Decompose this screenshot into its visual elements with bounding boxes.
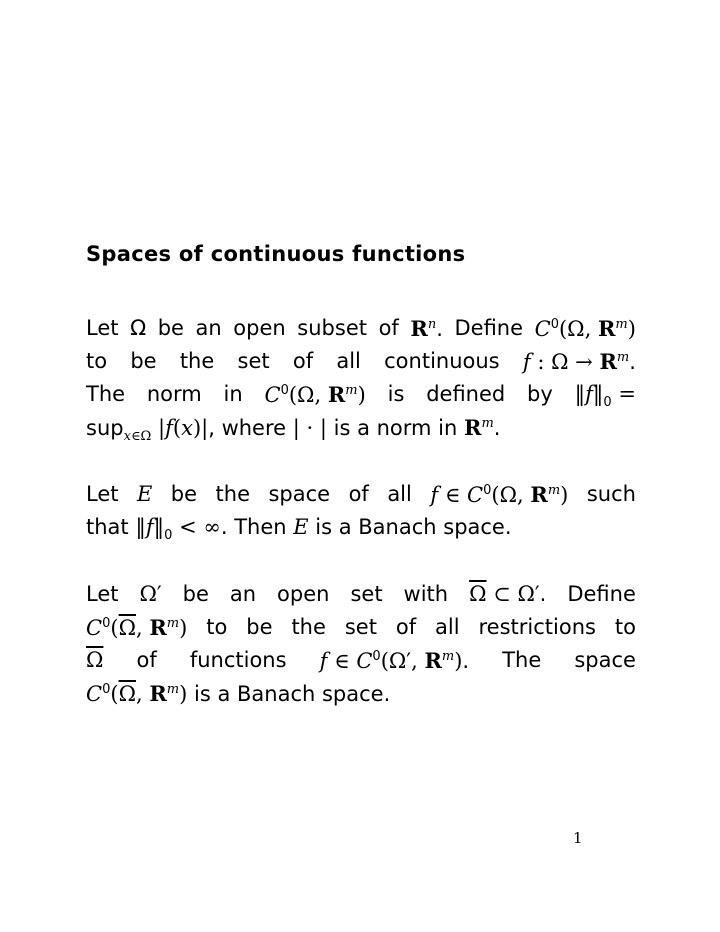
para1-line4: sup$_{x\in\Omega}$ |f(x)|, where | · | is a norm in $R^m$.: [86, 415, 501, 444]
paragraph-2: [86, 478, 636, 544]
para1-line1: Let Ω be an open subset of $R^n$. Define $C^0(\Omega$, $R^m$): [86, 316, 636, 341]
paragraph-1: [86, 312, 636, 444]
section-heading: Spaces of continuous functions: [86, 242, 466, 266]
para3-line4: $C^0(\overline{\Omega}$, $R^m$) is a Banach space.: [86, 681, 391, 706]
para2-line2: that $‖f‖_0$ < ∞. Then E is a Banach space.: [86, 515, 512, 543]
para3-line1: Let Ω′ be an open set with $\overline{\Omega}$ ⊂ Ω′. Define: [86, 582, 636, 606]
page-number: 1: [573, 829, 583, 847]
para3-line2: $C^0(\overline{\Omega}$, $R^m$) to be the set of all restrictions to: [86, 615, 636, 640]
paragraph-3: [86, 578, 636, 710]
para1-line2: to be the set of all continuous f : $\Omega \to R^m$.: [86, 349, 636, 374]
para3-line3: $\overline{\Omega}$ of functions f ∈ $C^0(\Omega'$, $R^m$). The space: [86, 648, 636, 673]
para2-line1: Let E be the space of all f ∈ $C^0(\Omega$, $R^m$) such: [86, 482, 636, 507]
para1-line3: The norm in $C^0(\Omega$, $R^m$) is defined by $‖f‖_0$ =: [86, 382, 636, 410]
